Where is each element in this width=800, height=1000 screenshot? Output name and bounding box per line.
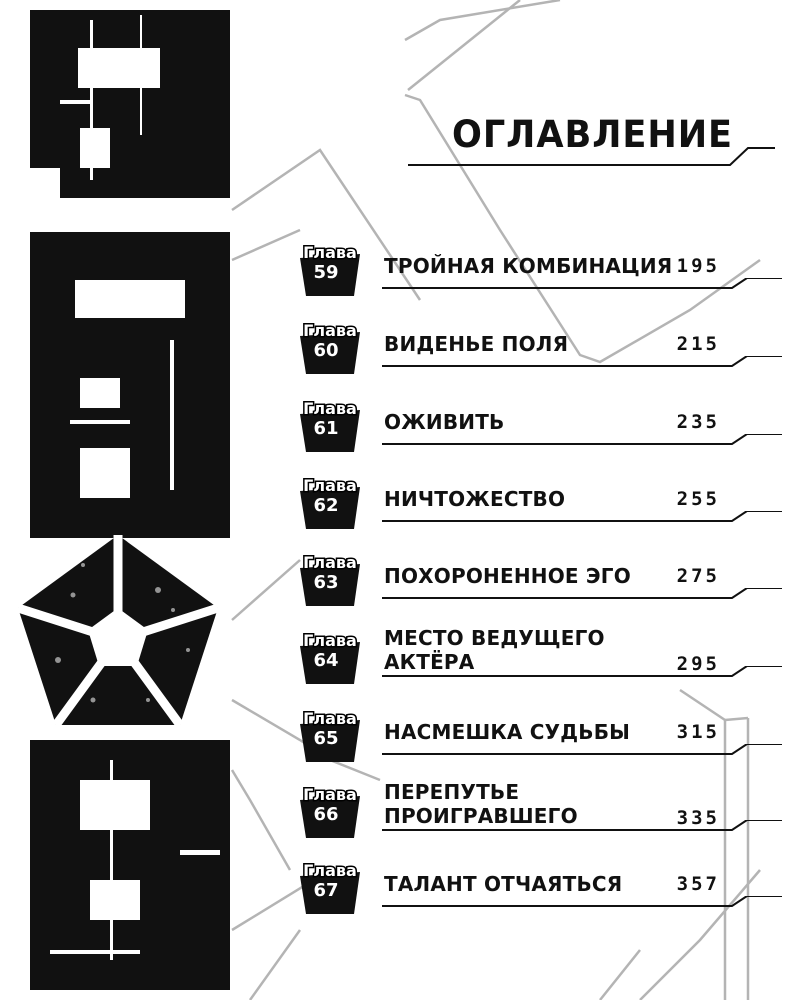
page-number: 315	[676, 721, 720, 743]
chapter-title: ВИДЕНЬЕ ПОЛЯ	[384, 332, 569, 356]
page-number: 335	[676, 807, 720, 829]
entry-underline	[382, 511, 782, 531]
toc-entry-61[interactable]	[290, 400, 800, 460]
chapter-title: НИЧТОЖЕСТВО	[384, 487, 566, 511]
toc-entry-63[interactable]	[290, 554, 800, 614]
entry-underline	[382, 588, 782, 608]
toc-entry-66[interactable]	[290, 780, 800, 846]
toc-entry-65[interactable]	[290, 710, 800, 770]
chapter-title: ТАЛАНТ ОТЧАЯТЬСЯ	[384, 872, 623, 896]
pentagon-star-icon	[18, 535, 218, 725]
entry-underline	[382, 434, 782, 454]
page-number: 357	[676, 873, 720, 895]
entry-underline	[382, 744, 782, 764]
chapter-title-line1: ПЕРЕПУТЬЕ	[384, 780, 520, 804]
chapter-title: ОЖИВИТЬ	[384, 410, 505, 434]
toc-entry-60[interactable]	[290, 322, 800, 382]
toc-entry-64[interactable]	[290, 626, 800, 692]
chapter-badge: Глава 63	[298, 554, 368, 610]
chapter-badge: Глава 62	[298, 477, 368, 533]
chapter-badge: Глава 67	[298, 862, 368, 918]
page-number: 215	[676, 333, 720, 355]
toc-title: ОГЛАВЛЕНИЕ	[452, 113, 734, 156]
title-underline	[0, 0, 800, 200]
page-number: 295	[676, 653, 720, 675]
page-number: 195	[676, 255, 720, 277]
chapter-title: ТРОЙНАЯ КОМБИНАЦИЯ	[384, 254, 673, 278]
chapter-badge: Глава 61	[298, 400, 368, 456]
chapter-title-line2: ПРОИГРАВШЕГО	[384, 804, 578, 828]
chapter-title-line2: АКТЁРА	[384, 650, 475, 674]
chapter-title-line1: МЕСТО ВЕДУЩЕГО	[384, 626, 605, 650]
chapter-title: ПОХОРОНЕННОЕ ЭГО	[384, 564, 631, 588]
chapter-badge: Глава 60	[298, 322, 368, 378]
chapter-badge: Глава 65	[298, 710, 368, 766]
toc-entry-59[interactable]	[290, 244, 800, 304]
chapter-badge: Глава 59	[298, 244, 368, 300]
entry-underline	[382, 896, 782, 916]
page-number: 275	[676, 565, 720, 587]
page-number: 235	[676, 411, 720, 433]
toc-entry-67[interactable]	[290, 862, 800, 922]
entry-underline	[382, 666, 782, 686]
chapter-title: НАСМЕШКА СУДЬБЫ	[384, 720, 631, 744]
page-number: 255	[676, 488, 720, 510]
toc-entry-62[interactable]	[290, 477, 800, 537]
entry-underline	[382, 820, 782, 840]
entry-underline	[382, 278, 782, 298]
chapter-badge: Глава 64	[298, 632, 368, 688]
chapter-badge: Глава 66	[298, 786, 368, 842]
entry-underline	[382, 356, 782, 376]
